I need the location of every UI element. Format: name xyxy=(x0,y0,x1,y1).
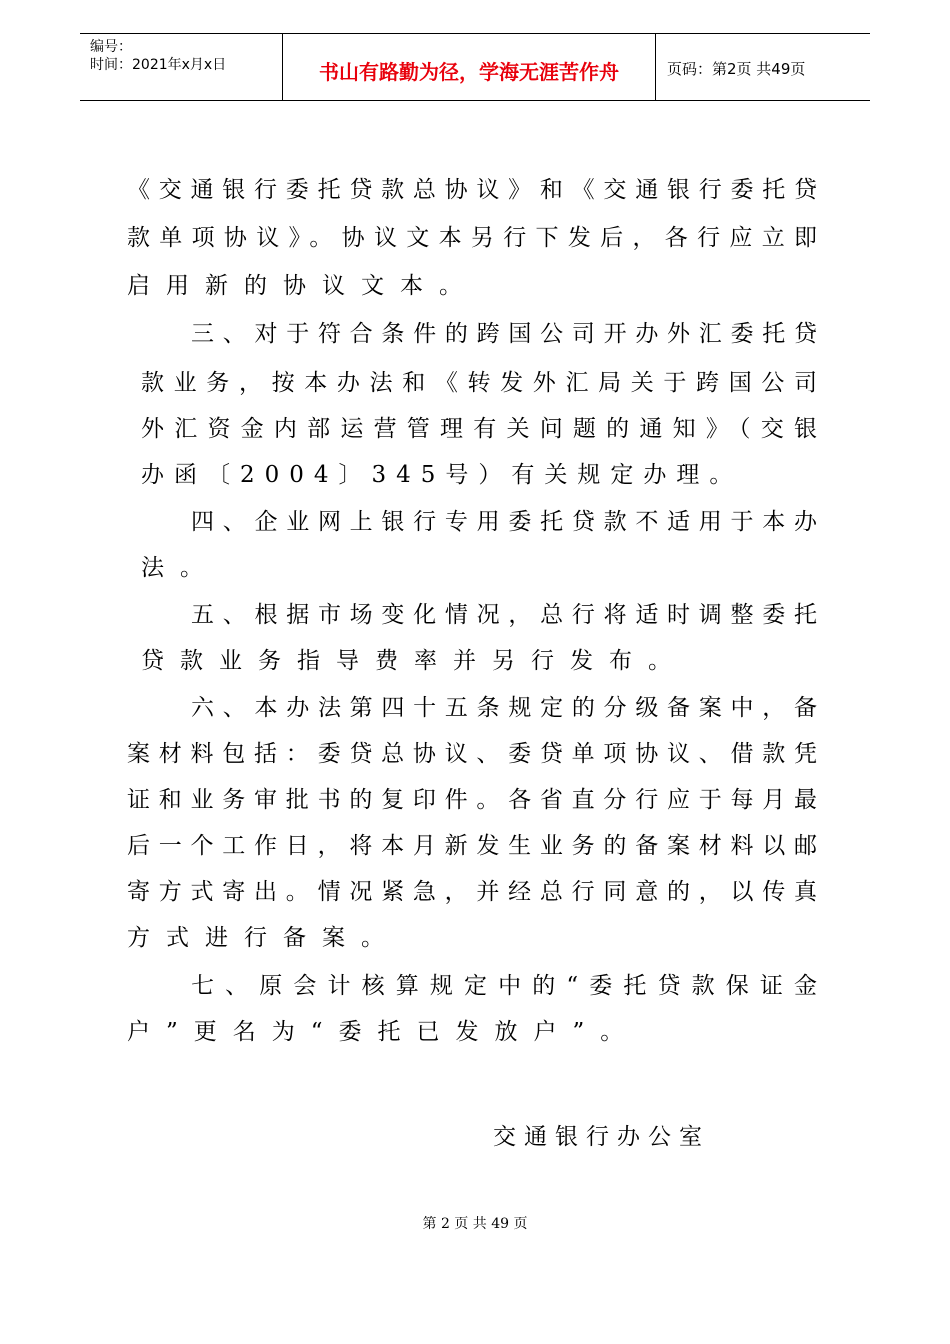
header-motto-cell xyxy=(282,34,656,100)
body-line: 户”更名为“委托已发放户”。 xyxy=(127,1019,640,1045)
body-line: 四、企业网上银行专用委托贷款不适用于本办 xyxy=(191,509,817,535)
motto-text: 书山有路勤为径，学海无涯苦作舟 xyxy=(319,60,619,84)
body-line: 外汇资金内部运营管理有关问题的通知》（交银 xyxy=(141,416,817,442)
page-number-info: 页码：第2页 共49页 xyxy=(667,60,806,78)
signature-office: 交通银行办公室 xyxy=(493,1124,710,1150)
header-meta-cell xyxy=(80,34,282,100)
body-line: 《交通银行委托贷款总协议》和《交通银行委托贷 xyxy=(127,177,817,203)
body-line: 案材料包括：委贷总协议、委贷单项协议、借款凭 xyxy=(127,741,817,767)
body-line: 贷款业务指导费率并另行发布。 xyxy=(141,648,687,674)
body-line: 款单项协议》。协议文本另行下发后，各行应立即 xyxy=(127,225,817,251)
body-line: 三、对于符合条件的跨国公司开办外汇委托贷 xyxy=(191,321,817,347)
body-line: 七、原会计核算规定中的“委托贷款保证金 xyxy=(191,973,817,999)
body-line: 五、根据市场变化情况，总行将适时调整委托 xyxy=(191,602,817,628)
page-header xyxy=(80,33,870,101)
body-line: 六、本办法第四十五条规定的分级备案中，备 xyxy=(191,695,817,721)
serial-number-label: 编号： xyxy=(90,39,132,55)
header-page-cell xyxy=(655,34,870,100)
body-line: 款业务，按本办法和《转发外汇局关于跨国公司 xyxy=(141,370,817,396)
body-line: 启用新的协议文本。 xyxy=(127,273,478,299)
page-footer: 第 2 页 共 49 页 xyxy=(422,1216,528,1232)
body-line: 寄方式寄出。情况紧急，并经总行同意的，以传真 xyxy=(127,879,817,905)
body-line: 办函〔2004〕345号）有关规定办理。 xyxy=(141,462,743,488)
date-label: 时间：2021年x月x日 xyxy=(90,57,227,73)
body-line: 法。 xyxy=(141,555,219,581)
body-line: 方式进行备案。 xyxy=(127,925,400,951)
body-line: 后一个工作日，将本月新发生业务的备案材料以邮 xyxy=(127,833,817,859)
body-line: 证和业务审批书的复印件。各省直分行应于每月最 xyxy=(127,787,817,813)
